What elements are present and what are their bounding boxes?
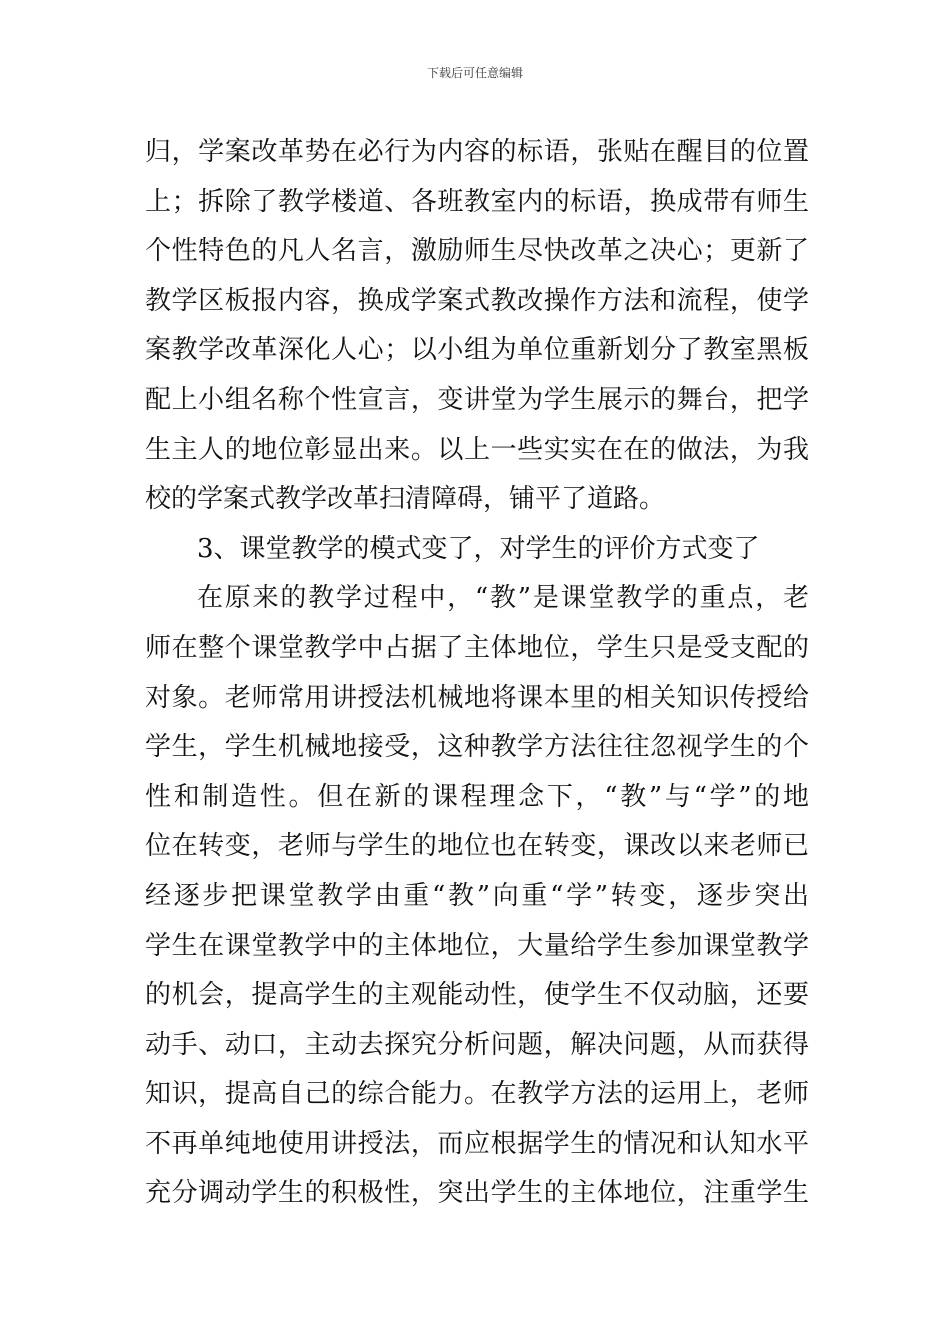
text-line: 的机会，提高学生的主观能动性，使学生不仅动脑，还要 xyxy=(145,980,809,1011)
text-line: 教学区板报内容，换成学案式教改操作方法和流程，使学 xyxy=(145,285,809,316)
section-heading-text: 3、课堂教学的模式变了，对学生的评价方式变了 xyxy=(197,533,760,564)
text-line: 归，学案改革势在必行为内容的标语，张贴在醒目的位置 xyxy=(145,137,809,167)
text-line: 学生，学生机械地接受，这种教学方法往往忽视学生的个 xyxy=(145,732,809,763)
text-line: 位在转变，老师与学生的地位也在转变，课改以来老师已 xyxy=(145,831,809,862)
paragraph xyxy=(145,574,809,1219)
section-heading xyxy=(145,525,809,575)
paragraph-continuation xyxy=(145,128,809,525)
text-line: 生主人的地位彰显出来。以上一些实实在在的做法，为我 xyxy=(145,434,809,465)
text-line: 学生在课堂教学中的主体地位，大量给学生参加课堂教学 xyxy=(145,930,809,961)
text-line: 个性特色的凡人名言，激励师生尽快改革之决心；更新了 xyxy=(145,236,809,267)
text-line: 动手、动口，主动去探究分析问题，解决问题，从而获得 xyxy=(145,1029,809,1060)
text-line: 充分调动学生的积极性，突出学生的主体地位，注重学生 xyxy=(145,1178,809,1209)
text-line: 配上小组名称个性宣言，变讲堂为学生展示的舞台，把学 xyxy=(145,384,809,415)
text-line: 对象。老师常用讲授法机械地将课本里的相关知识传授给 xyxy=(145,682,809,713)
document-body xyxy=(145,128,809,1219)
text-line: 校的学案式教学改革扫清障碍，铺平了道路。 xyxy=(145,484,666,515)
text-line: 上；拆除了教学楼道、各班教室内的标语，换成带有师生 xyxy=(145,186,809,217)
text-line: 知识，提高自己的综合能力。在教学方法的运用上，老师 xyxy=(145,1079,809,1110)
text-line: 师在整个课堂教学中占据了主体地位，学生只是受支配的 xyxy=(145,632,809,663)
text-line: 性和制造性。但在新的课程理念下，“教”与“学”的地 xyxy=(145,781,809,812)
text-line: 不再单纯地使用讲授法，而应根据学生的情况和认知水平 xyxy=(145,1128,809,1159)
text-line: 在原来的教学过程中，“教”是课堂教学的重点，老 xyxy=(197,583,809,614)
text-line: 案教学改革深化人心；以小组为单位重新划分了教室黑板 xyxy=(145,335,809,366)
page-header: 下载后可任意编辑 xyxy=(426,66,523,80)
text-line: 经逐步把课堂教学由重“教”向重“学”转变，逐步突出 xyxy=(145,880,809,911)
